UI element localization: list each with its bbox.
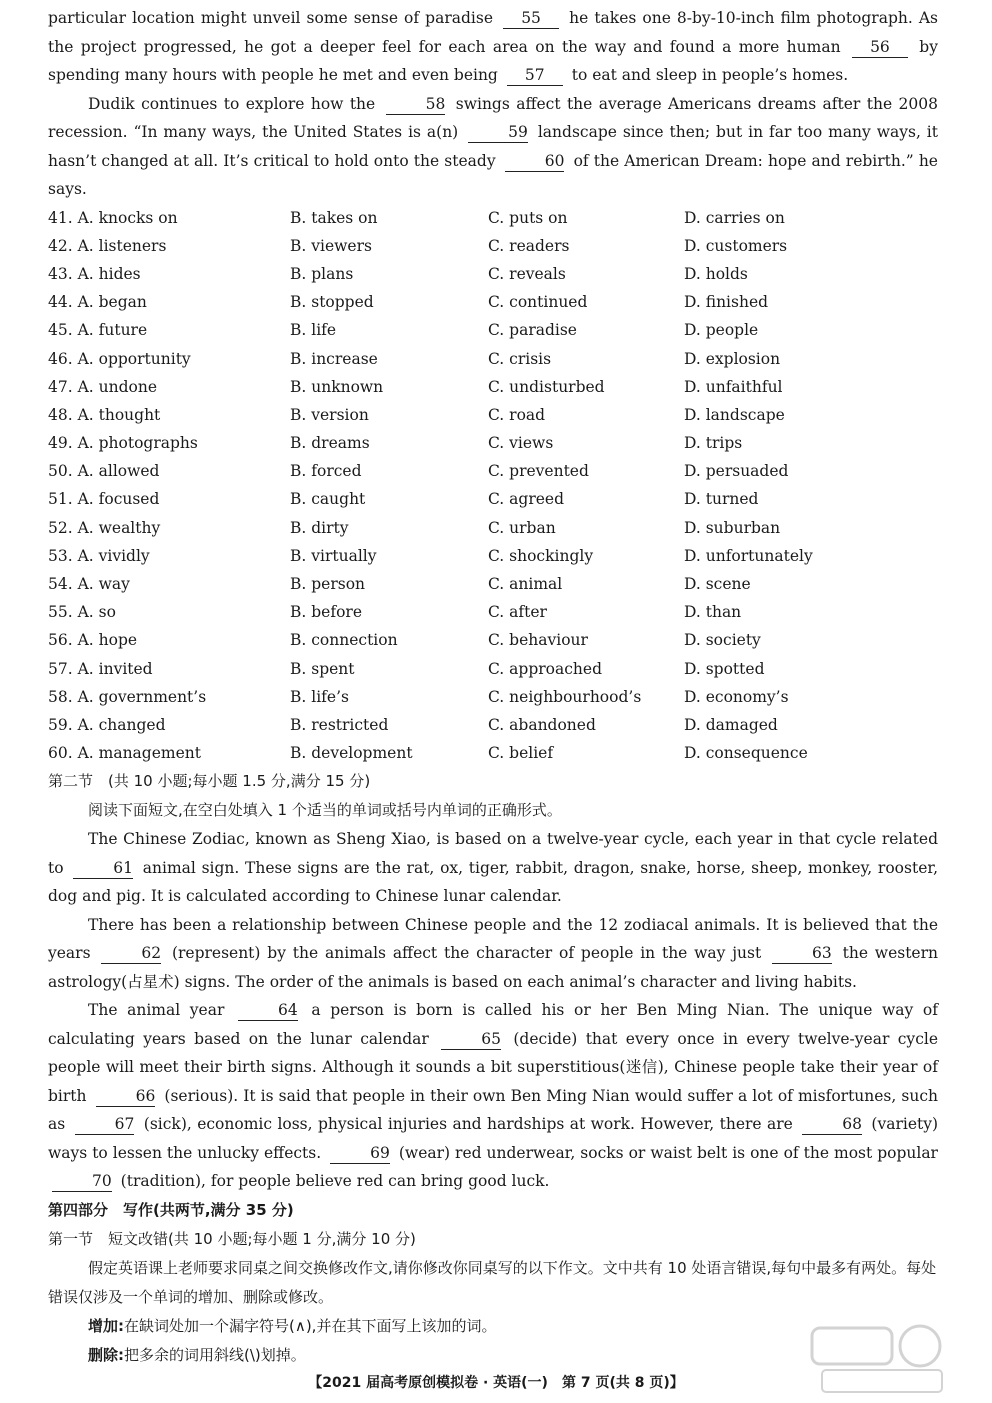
page-footer: 【2021 届高考原创模拟卷 · 英语(一) 第 7 页(共 8 页)】 xyxy=(308,1375,684,1391)
option-row: 52. A. wealthy B. dirty C. urban D. suburban xyxy=(48,518,781,537)
passage-paragraph-1: particular location might unveil some sense of paradise 55 he takes one 8-by-10-inch film photograph. As the project progressed, he got a deeper feel for each area on the way and found a more human 56 by spending many hours with people he met and even being 57 to eat and sleep in people’s homes. xyxy=(48,9,938,84)
option-row: 42. A. listeners B. viewers C. readers D. customers xyxy=(48,236,788,255)
passage-paragraph-2: Dudik continues to explore how the 58 swings affect the average Americans dreams after the 2008 recession. “In many ways, the United States is a(n) 59 landscape since then; but in far too many ways, it hasn’t changed at all. It’s critical to hold onto the steady 60 of the American Dream: hope and rebirth.” he says. xyxy=(48,94,938,198)
delete-rule: 删除:把多余的词用斜线(\)划掉。 xyxy=(88,1345,306,1364)
exam-page xyxy=(48,4,938,1370)
option-row: 58. A. government’s B. life’s C. neighbourhood’s D. economy’s xyxy=(48,687,789,706)
option-row: 55. A. so B. before C. after D. than xyxy=(48,603,742,622)
blank-63: 63 xyxy=(772,943,832,964)
options-list xyxy=(48,204,938,768)
option-row: 51. A. focused B. caught C. agreed D. turned xyxy=(48,490,759,509)
option-row: 44. A. began B. stopped C. continued D. finished xyxy=(48,293,769,312)
blank-67: 67 xyxy=(75,1114,135,1135)
zodiac-paragraph-2: There has been a relationship between Chinese people and the 12 zodiacal animals. It is believed that the years 62 (represent) by the animals affect the character of people in the way just 63 the western astrology(占星术) signs. The order of the animals is based on each animal’s character and living habits. xyxy=(48,915,938,991)
blank-65: 65 xyxy=(441,1029,501,1050)
option-row: 53. A. vividly B. virtually C. shockingly D. unfortunately xyxy=(48,546,813,565)
option-row: 48. A. thought B. version C. road D. landscape xyxy=(48,405,785,424)
blank-60: 60 xyxy=(505,151,565,172)
blank-57: 57 xyxy=(507,65,563,86)
part4-instruction: 假定英语课上老师要求同桌之间交换修改作文,请你修改你同桌写的以下作文。文中共有 10 处语言错误,每句中最多有两处。每处错误仅涉及一个单词的增加、删除或修改。 xyxy=(48,1258,937,1306)
blank-70: 70 xyxy=(52,1171,112,1192)
option-row: 43. A. hides B. plans C. reveals D. holds xyxy=(48,264,748,283)
option-row: 59. A. changed B. restricted C. abandoned D. damaged xyxy=(48,715,778,734)
part4-section1-heading: 第一节 短文改错(共 10 小题;每小题 1 分,满分 10 分) xyxy=(48,1229,416,1248)
blank-56: 56 xyxy=(852,37,908,58)
blank-58: 58 xyxy=(386,94,446,115)
option-row: 47. A. undone B. unknown C. undisturbed D. unfaithful xyxy=(48,377,783,396)
section2-instruction: 阅读下面短文,在空白处填入 1 个适当的单词或括号内单词的正确形式。 xyxy=(88,801,562,820)
blank-61: 61 xyxy=(73,858,133,879)
blank-62: 62 xyxy=(101,943,161,964)
option-row: 54. A. way B. person C. animal D. scene xyxy=(48,575,751,594)
part4-heading: 第四部分 写作(共两节,满分 35 分) xyxy=(48,1200,294,1219)
option-row: 41. A. knocks on B. takes on C. puts on D. carries on xyxy=(48,208,785,227)
blank-69: 69 xyxy=(330,1143,390,1164)
option-row: 49. A. photographs B. dreams C. views D. trips xyxy=(48,434,743,453)
blank-55: 55 xyxy=(503,8,559,29)
blank-66: 66 xyxy=(96,1086,156,1107)
option-row: 46. A. opportunity B. increase C. crisis D. explosion xyxy=(48,349,781,368)
option-row: 57. A. invited B. spent C. approached D. spotted xyxy=(48,659,765,678)
option-row: 45. A. future B. life C. paradise D. people xyxy=(48,321,759,340)
blank-68: 68 xyxy=(802,1114,862,1135)
option-row: 60. A. management B. development C. belief D. consequence xyxy=(48,744,808,763)
zodiac-paragraph-3: The animal year 64 a person is born is called his or her Ben Ming Nian. The unique way of calculating years based on the lunar calendar 65 (decide) that every once in every twelve-year cycle people will meet their birth signs. Although it sounds a bit superstitious(迷信), Chinese people take their year of birth 66 (serious). It is said that people in their own Ben Ming Nian would suffer a lot of misfortunes, such as 67 (sick), economic loss, physical injuries and hardships at work. However, there are 68 (variety) ways to lessen the unlucky effects. 69 (wear) red underwear, socks or waist belt is one of the most popular 70 (tradition), for people believe red can bring good luck. xyxy=(48,1001,939,1191)
option-row: 50. A. allowed B. forced C. prevented D. persuaded xyxy=(48,462,789,481)
zodiac-paragraph-1: The Chinese Zodiac, known as Sheng Xiao, is based on a twelve-year cycle, each year in that cycle related to 61 animal sign. These signs are the rat, ox, tiger, rabbit, dragon, snake, horse, sheep, monkey, rooster, dog and pig. It is calculated according to Chinese lunar calendar. xyxy=(48,830,938,906)
blank-64: 64 xyxy=(238,1000,298,1021)
section2-heading: 第二节 (共 10 小题;每小题 1.5 分,满分 15 分) xyxy=(48,772,371,791)
add-rule: 增加:在缺词处加一个漏字符号(∧),并在其下面写上该加的词。 xyxy=(88,1316,497,1335)
blank-59: 59 xyxy=(468,122,528,143)
option-row: 56. A. hope B. connection C. behaviour D. society xyxy=(48,631,761,650)
